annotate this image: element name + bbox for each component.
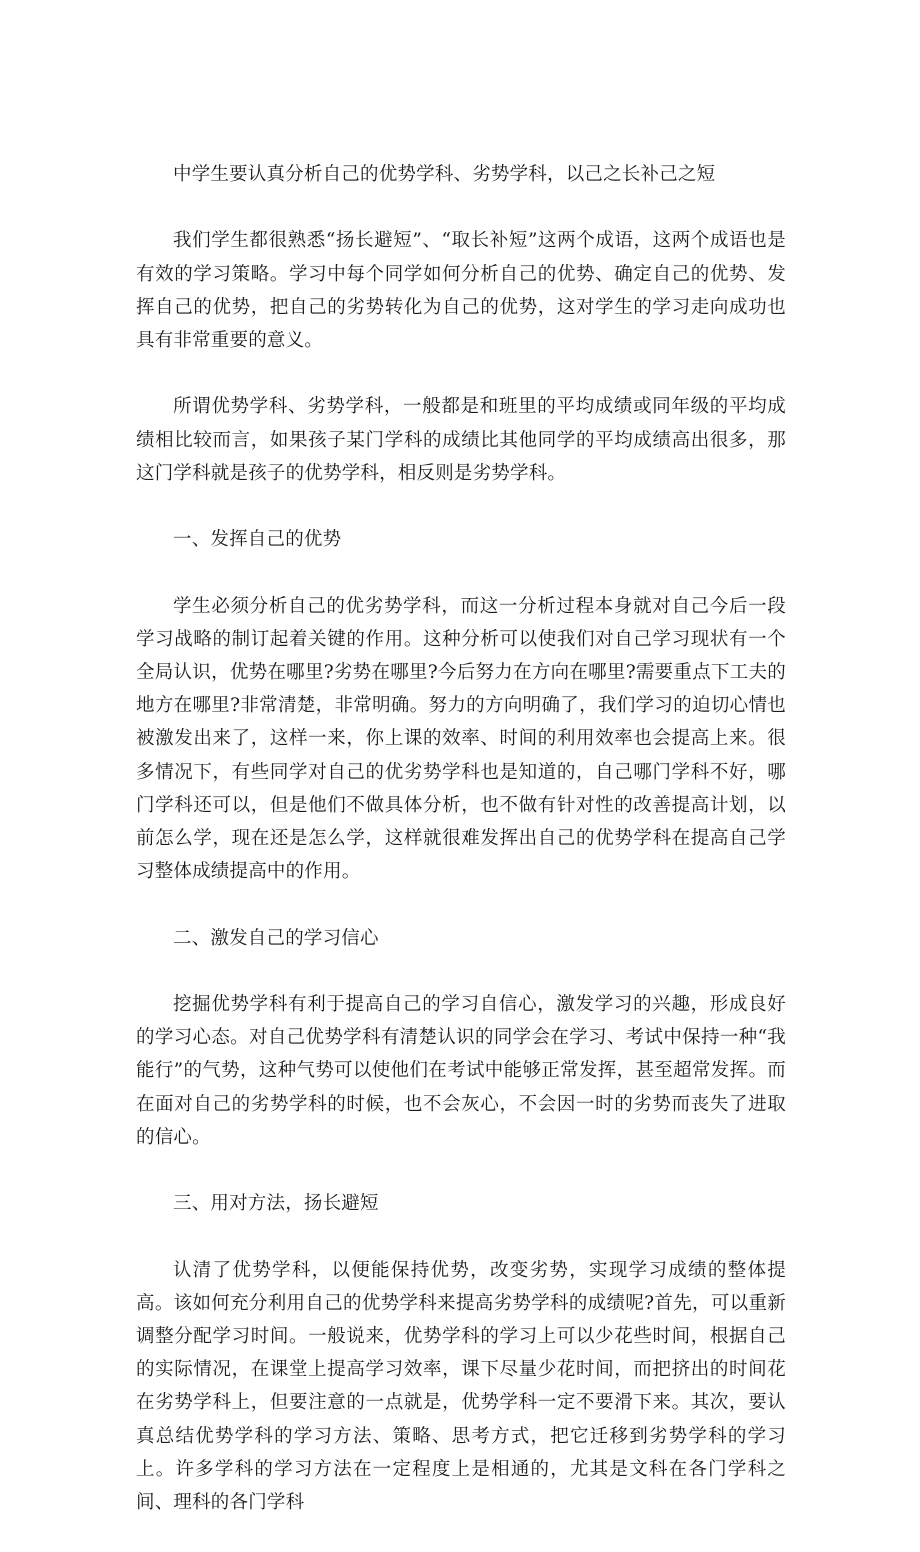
paragraph-section-2: 挖掘优势学科有利于提高自己的学习自信心，激发学习的兴趣，形成良好的学习心态。对自己优势学科有清楚认识的同学会在学习、考试中保持一种“我能行”的气势，这种气势可以使他们在考试中能够正常发挥，甚至超常发挥。而在面对自己的劣势学科的时候，也不会灰心，不会因一时的劣势而丧失了进取的信心。: [136, 993, 786, 1148]
paragraph-intro: 我们学生都很熟悉“扬长避短”、“取长补短”这两个成语，这两个成语也是有效的学习策略。学习中每个同学如何分析自己的优势、确定自己的优势、发挥自己的优势，把自己的劣势转化为自己的优势，这对学生的学习走向成功也具有非常重要的意义。: [136, 230, 786, 351]
document-body: [136, 158, 786, 1552]
section-heading-1: 一、发挥自己的优势: [173, 529, 342, 551]
paragraph-section-3: 认清了优势学科，以便能保持优势，改变劣势，实现学习成绩的整体提高。该如何充分利用自己的优势学科来提高劣势学科的成绩呢?首先，可以重新调整分配学习时间。一般说来，优势学科的学习上可以少花些时间，根据自己的实际情况，在课堂上提高学习效率，课下尽量少花时间，而把挤出的时间花在劣势学科上，但要注意的一点就是，优势学科一定不要滑下来。其次，要认真总结优势学科的学习方法、策略、思考方式，把它迁移到劣势学科的学习上。许多学科的学习方法在一定程度上是相通的，尤其是文科在各门学科之间、理科的各门学科: [136, 1259, 786, 1513]
paragraph-section-1: 学生必须分析自己的优劣势学科，而这一分析过程本身就对自己今后一段学习战略的制订起着关键的作用。这种分析可以使我们对自己学习现状有一个全局认识，优势在哪里?劣势在哪里?今后努力在方向在哪里?需要重点下工夫的地方在哪里?非常清楚，非常明确。努力的方向明确了，我们学习的迫切心情也被激发出来了，这样一来，你上课的效率、时间的利用效率也会提高上来。很多情况下，有些同学对自己的优劣势学科也是知道的，自己哪门学科不好，哪门学科还可以，但是他们不做具体分析，也不做有针对性的改善提高计划，以前怎么学，现在还是怎么学，这样就很难发挥出自己的优势学科在提高自己学习整体成绩提高中的作用。: [136, 595, 786, 883]
section-heading-2: 二、激发自己的学习信心: [173, 927, 379, 949]
paragraph-definition: 所谓优势学科、劣势学科，一般都是和班里的平均成绩或同年级的平均成绩相比较而言，如果孩子某门学科的成绩比其他同学的平均成绩高出很多，那这门学科就是孩子的优势学科，相反则是劣势学科。: [136, 396, 786, 484]
document-title: 中学生要认真分析自己的优势学科、劣势学科，以己之长补己之短: [173, 164, 716, 185]
section-heading-3: 三、用对方法，扬长避短: [173, 1193, 379, 1215]
